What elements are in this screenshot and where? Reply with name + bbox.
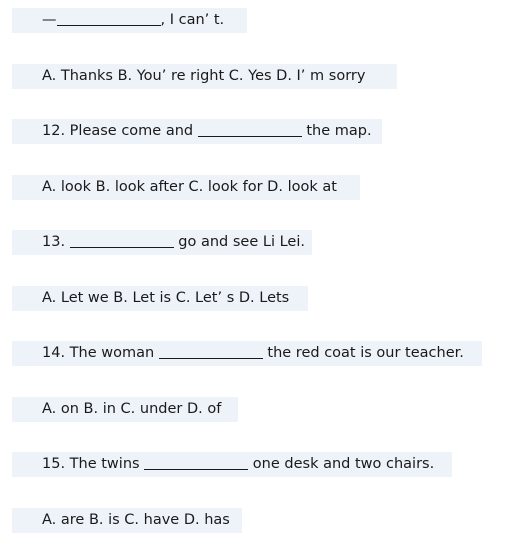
options-q14-text: A. on B. in C. under D. of <box>42 401 222 417</box>
options-q11 <box>12 64 397 89</box>
question-14-suffix: the red coat is our teacher. <box>262 345 464 361</box>
question-15 <box>12 452 452 477</box>
options-q11-text: A. Thanks B. You’ re right C. Yes D. I’ m sorry <box>42 68 366 84</box>
question-14-prefix: 14. The woman <box>42 345 159 361</box>
question-15-prefix: 15. The twins <box>42 456 145 472</box>
dialogue-reply-text: , I can’ t. <box>160 12 225 28</box>
options-q15 <box>12 508 242 533</box>
answer-blank-12[interactable] <box>198 122 302 137</box>
question-15-suffix: one desk and two chairs. <box>248 456 435 472</box>
question-14 <box>12 341 482 366</box>
question-13 <box>12 230 312 255</box>
options-q12-text: A. look B. look after C. look for D. look at <box>42 179 337 195</box>
answer-blank-14[interactable] <box>159 344 263 359</box>
answer-blank[interactable] <box>57 11 161 26</box>
options-q14 <box>12 397 238 422</box>
answer-blank-13[interactable] <box>70 233 174 248</box>
dash-prefix: — <box>42 12 57 28</box>
question-12 <box>12 119 382 144</box>
question-13-suffix: go and see Li Lei. <box>173 234 305 250</box>
answer-blank-15[interactable] <box>144 455 248 470</box>
options-q12 <box>12 175 360 200</box>
question-13-prefix: 13. <box>42 234 70 250</box>
question-12-prefix: 12. Please come and <box>42 123 198 139</box>
question-12-suffix: the map. <box>301 123 372 139</box>
options-q13-text: A. Let we B. Let is C. Let’ s D. Lets <box>42 290 290 306</box>
options-q15-text: A. are B. is C. have D. has <box>42 512 230 528</box>
options-q13 <box>12 286 308 311</box>
dialogue-line <box>12 8 247 33</box>
